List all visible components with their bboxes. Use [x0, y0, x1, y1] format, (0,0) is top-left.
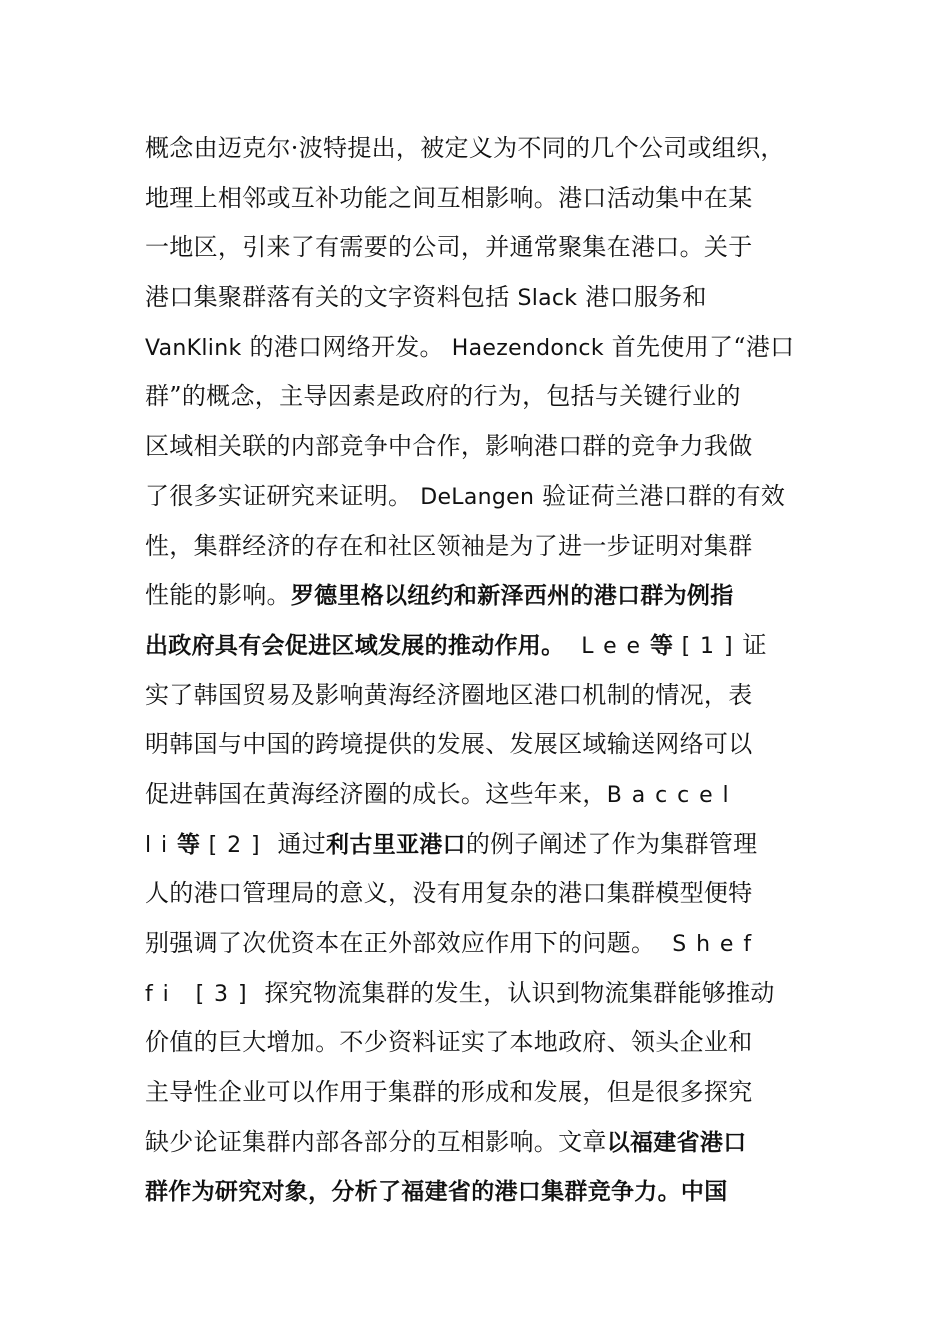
text-line	[145, 174, 805, 224]
text-line	[145, 522, 805, 572]
text-run: 港口集聚群落有关的文字资料包括	[145, 283, 518, 312]
text-run: 探究物流集群的发生，认识到物流集群能够推动	[256, 978, 775, 1007]
text-run: 通过	[269, 829, 327, 858]
text-line	[145, 1018, 805, 1068]
text-run: 验证荷兰港口群的有效	[534, 481, 786, 510]
text-run: 实了韩国贸易及影响黄海经济圈地区港口机制的情况，表	[145, 680, 753, 709]
text-run: 港口服务和	[577, 283, 707, 312]
text-line	[145, 720, 805, 770]
text-run: 群作为研究对象，分析了福建省的港口集群竞争力。中国	[145, 1179, 728, 1206]
text-line	[145, 223, 805, 273]
text-run: 性能的影响。	[145, 581, 291, 610]
text-run: Lee	[564, 633, 650, 659]
text-run: Shef	[655, 932, 761, 957]
text-run: fi	[145, 981, 179, 1007]
text-run: 概念由迈克尔·波特提出，被定义为不同的几个公司或组织，	[145, 134, 785, 162]
text-run: 缺少论证集群内部各部分的互相影响。文章	[145, 1127, 607, 1156]
text-run: 罗德里格以纽约和新泽西州的港口群为例指	[290, 583, 734, 610]
text-run: Baccel	[606, 782, 739, 808]
text-run: 的港口网络开发。	[241, 332, 452, 361]
text-run: 一地区，引来了有需要的公司，并通常聚集在港口。关于	[145, 233, 753, 262]
text-run: DeLangen	[420, 484, 535, 510]
text-run: 证	[742, 630, 767, 659]
text-run: 以福建省港口	[606, 1129, 747, 1156]
text-line	[145, 820, 805, 870]
text-line	[145, 323, 805, 373]
text-run: 主导性企业可以作用于集群的形成和发展，但是很多探究	[145, 1078, 753, 1107]
text-run: 明韩国与中国的跨境提供的发展、发展区域输送网络可以	[145, 730, 753, 759]
text-line	[145, 1068, 805, 1118]
text-line	[145, 869, 805, 919]
text-run: 促进韩国在黄海经济圈的成长。这些年来，	[145, 779, 607, 808]
text-run: VanKlink	[145, 335, 242, 361]
text-run: Haezendonck	[451, 335, 604, 361]
text-run: 等	[177, 831, 209, 858]
text-run: 利古里亚港口	[326, 831, 466, 858]
text-run: 别强调了次优资本在正外部效应作用下的问题。	[145, 929, 656, 957]
text-run: 人的港口管理局的意义，没有用复杂的港口集群模型便特	[145, 879, 753, 908]
text-line	[145, 372, 805, 422]
text-line	[145, 124, 805, 174]
text-run: 地理上相邻或互补功能之间互相影响。港口活动集中在某	[145, 183, 753, 212]
text-run: [2]	[208, 832, 270, 858]
text-line	[145, 472, 805, 522]
text-line	[145, 671, 805, 721]
text-run: 首先使用了“港口	[603, 332, 795, 361]
text-line	[145, 621, 805, 671]
text-run: 了很多实证研究来证明。	[145, 481, 421, 510]
text-line	[145, 273, 805, 323]
text-run: 等	[649, 632, 682, 659]
text-line	[145, 770, 805, 820]
text-line	[145, 422, 805, 472]
text-run: 的例子阐述了作为集群管理	[465, 829, 758, 858]
text-line	[145, 919, 805, 969]
text-run: 性，集群经济的存在和社区领袖是为了进一步证明对集群	[145, 531, 753, 560]
text-run: li	[145, 832, 178, 858]
text-run: 出政府具有会促进区域发展的推动作用。	[145, 632, 565, 659]
text-run: 价值的巨大增加。不少资料证实了本地政府、领头企业和	[145, 1028, 753, 1057]
text-run: [3]	[178, 981, 257, 1007]
body-paragraph	[145, 124, 805, 1217]
text-line	[145, 1167, 805, 1217]
text-run: [1]	[681, 633, 743, 659]
text-run: 群”的概念，主导因素是政府的行为，包括与关键行业的	[145, 382, 741, 411]
text-run: Slack	[517, 286, 578, 312]
text-run: 区域相关联的内部竞争中合作，影响港口群的竞争力我做	[145, 432, 753, 461]
text-line	[145, 571, 805, 621]
text-line	[145, 969, 805, 1019]
text-line	[145, 1118, 805, 1168]
